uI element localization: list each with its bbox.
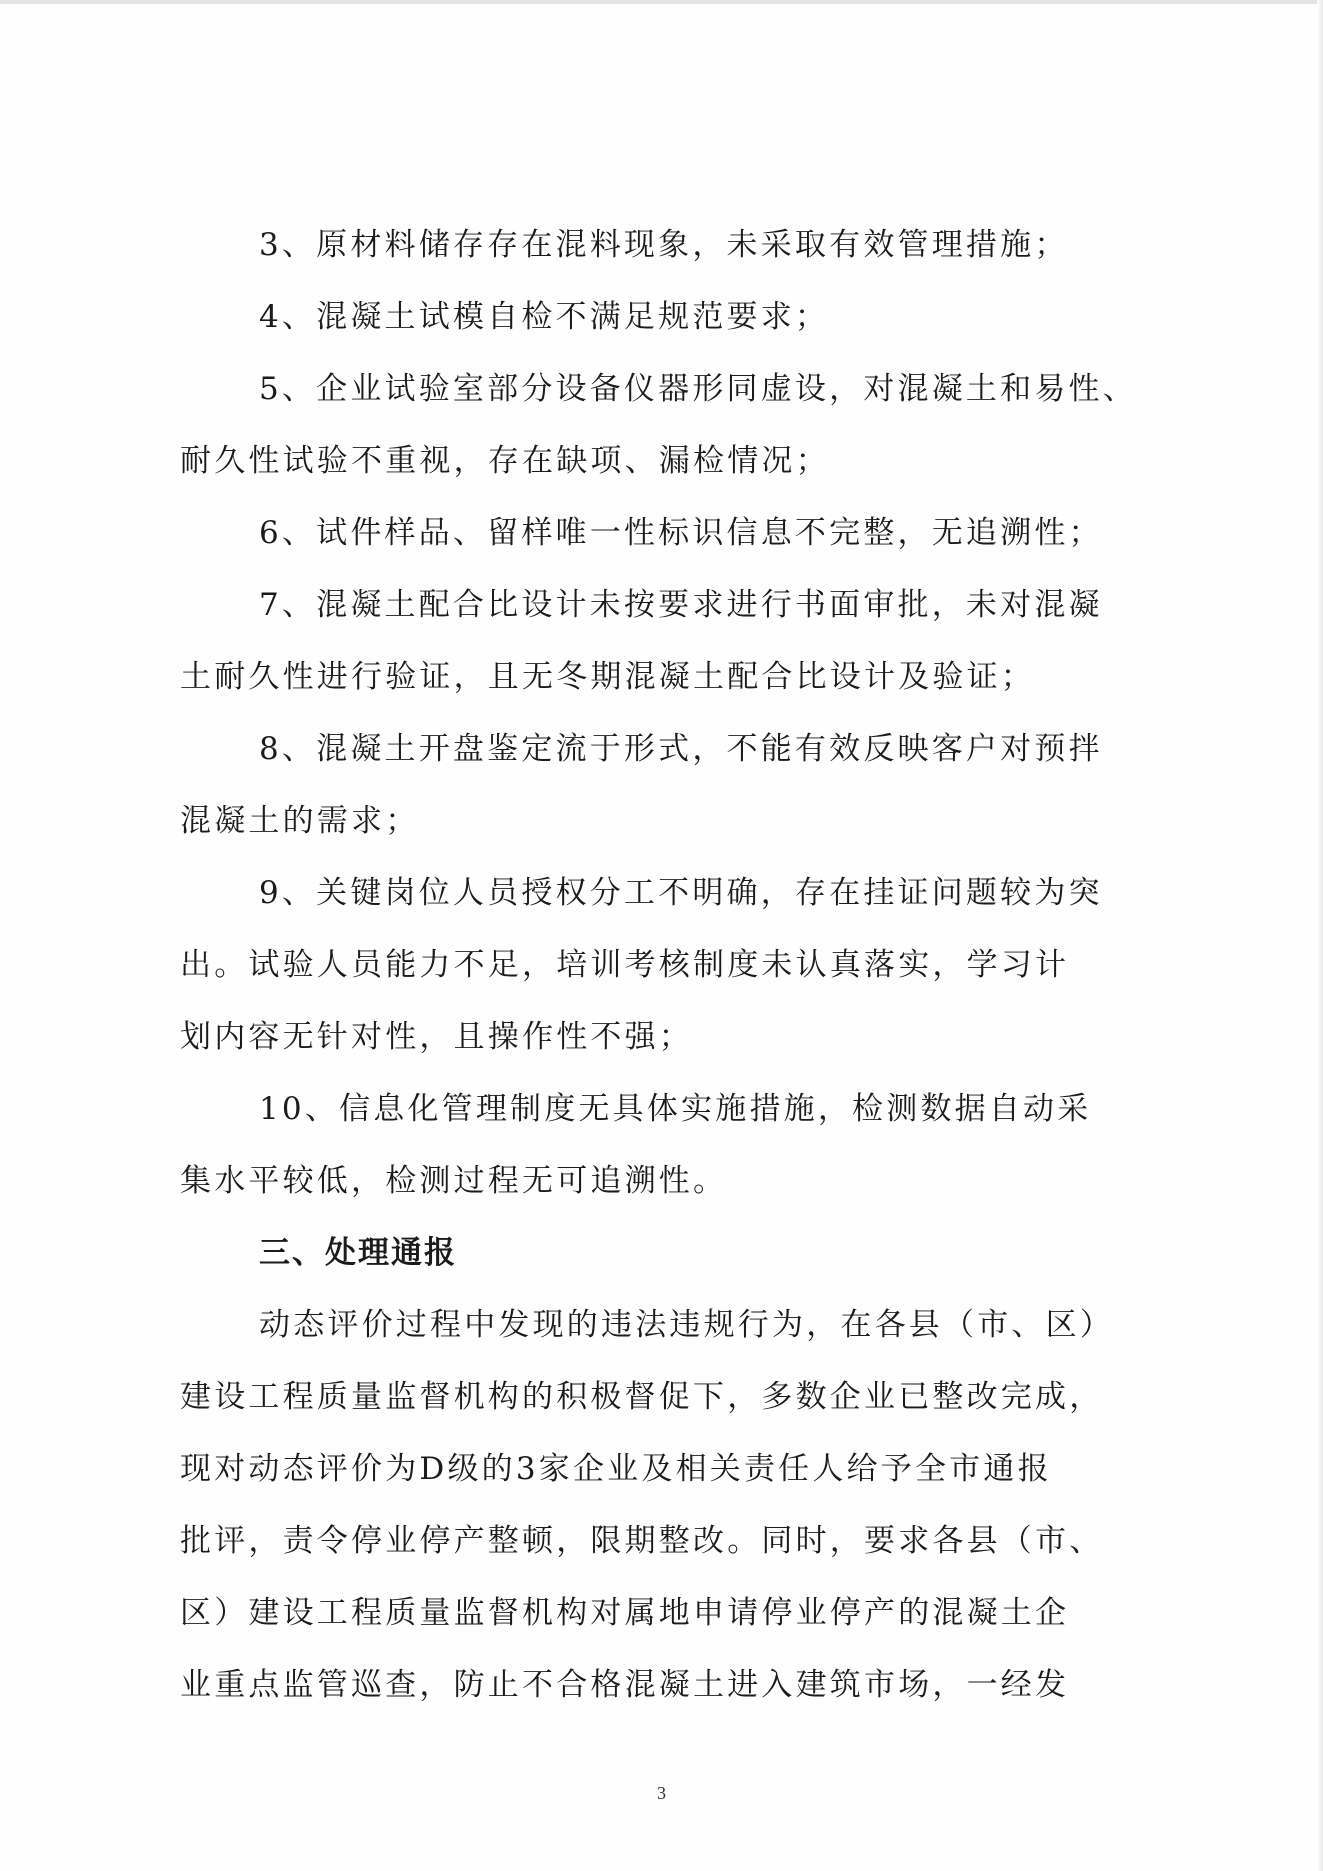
paragraph-line: 建设工程质量监督机构的积极督促下，多数企业已整改完成， bbox=[180, 1379, 1104, 1415]
paragraph-line: 现对动态评价为D级的3家企业及相关责任人给予全市通报 bbox=[180, 1451, 1052, 1487]
list-item-9: 9、关键岗位人员授权分工不明确，存在挂证问题较为突 bbox=[259, 875, 1103, 911]
page-number: 3 bbox=[657, 1783, 666, 1803]
list-item-9-continued-2: 划内容无针对性，且操作性不强； bbox=[180, 1019, 693, 1055]
list-item-5-continued: 耐久性试验不重视，存在缺项、漏检情况； bbox=[180, 443, 830, 479]
paragraph-line: 动态评价过程中发现的违法违规行为，在各县（市、区） bbox=[259, 1307, 1114, 1343]
document-body bbox=[180, 209, 1137, 1721]
paragraph-line: 区）建设工程质量监督机构对属地申请停业停产的混凝土企 bbox=[180, 1595, 1070, 1631]
list-item-5: 5、企业试验室部分设备仪器形同虚设，对混凝土和易性、 bbox=[259, 371, 1137, 407]
list-item-6: 6、试件样品、留样唯一性标识信息不完整，无追溯性； bbox=[259, 515, 1103, 551]
list-item-4: 4、混凝土试模自检不满足规范要求； bbox=[259, 299, 830, 335]
paragraph-line: 批评，责令停业停产整顿，限期整改。同时，要求各县（市、 bbox=[180, 1523, 1104, 1559]
list-item-10-continued: 集水平较低，检测过程无可追溯性。 bbox=[180, 1163, 728, 1199]
list-item-8-continued: 混凝土的需求； bbox=[180, 803, 420, 839]
list-item-7-continued: 土耐久性进行验证，且无冬期混凝土配合比设计及验证； bbox=[180, 659, 1035, 695]
paragraph-line: 业重点监管巡查，防止不合格混凝土进入建筑市场，一经发 bbox=[180, 1667, 1070, 1703]
list-item-7: 7、混凝土配合比设计未按要求进行书面审批，未对混凝 bbox=[259, 587, 1103, 623]
section-heading: 三、处理通报 bbox=[259, 1235, 457, 1271]
list-item-8: 8、混凝土开盘鉴定流于形式，不能有效反映客户对预拌 bbox=[259, 731, 1103, 767]
scan-edge bbox=[1317, 0, 1323, 1871]
scan-edge bbox=[0, 0, 1323, 4]
list-item-3: 3、原材料储存存在混料现象，未采取有效管理措施； bbox=[259, 227, 1069, 263]
list-item-10: 10、信息化管理制度无具体实施措施，检测数据自动采 bbox=[259, 1091, 1092, 1127]
list-item-9-continued: 出。试验人员能力不足，培训考核制度未认真落实，学习计 bbox=[180, 947, 1070, 983]
